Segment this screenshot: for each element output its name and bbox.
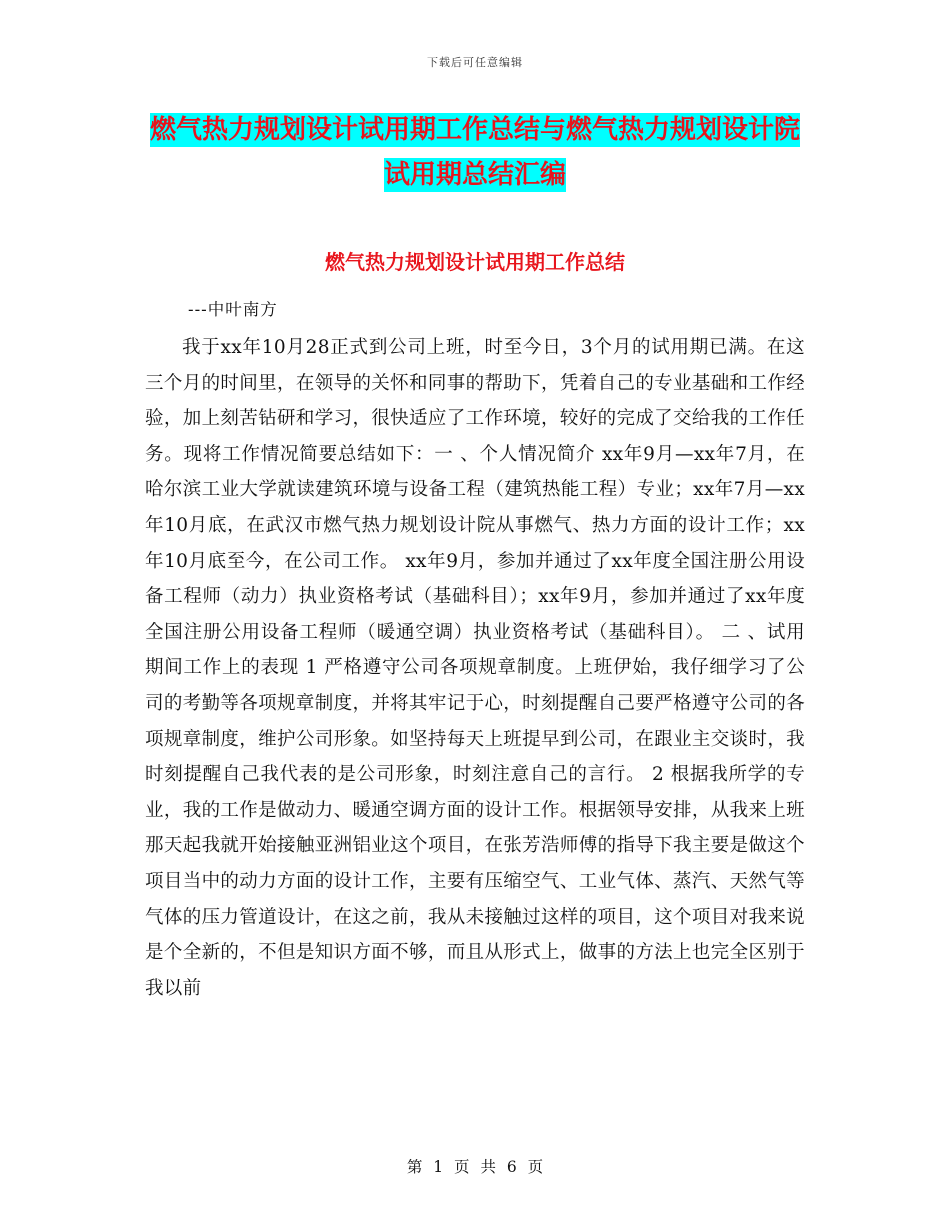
- document-title: [145, 108, 805, 198]
- author-line: ---中叶南方: [188, 300, 278, 319]
- document-title-text: 燃气热力规划设计试用期工作总结与燃气热力规划设计院试用期总结汇编: [149, 115, 800, 190]
- section-title: 燃气热力规划设计试用期工作总结: [325, 250, 625, 274]
- header-note: 下载后可任意编辑: [427, 56, 523, 69]
- page-number: 第 1 页 共 6 页: [406, 1158, 544, 1176]
- body-paragraph: 我于xx年10月28正式到公司上班，时至今日，3个月的试用期已满。在这三个月的时间里，在领导的关怀和同事的帮助下，凭着自己的专业基础和工作经验，加上刻苦钻研和学习，很快适应了工作环境，较好的完成了交给我的工作任务。现将工作情况简要总结如下：一 、个人情况简介 xx年9月—xx年7月，在哈尔滨工业大学就读建筑环境与设备工程（建筑热能工程）专业；xx年7月—xx年10月底，在武汉市燃气热力规划设计院从事燃气、热力方面的设计工作；xx年10月底至今，在公司工作。 xx年9月，参加并通过了xx年度全国注册公用设备工程师（动力）执业资格考试（基础科目）；xx年9月，参加并通过了xx年度全国注册公用设备工程师（暖通空调）执业资格考试（基础科目）。 二 、试用期间工作上的表现 1 严格遵守公司各项规章制度。上班伊始，我仔细学习了公司的考勤等各项规章制度，并将其牢记于心，时刻提醒自己要严格遵守公司的各项规章制度，维护公司形象。如坚持每天上班提早到公司，在跟业主交谈时，我时刻提醒自己我代表的是公司形象，时刻注意自己的言行。 2 根据我所学的专业，我的工作是做动力、暖通空调方面的设计工作。根据领导安排，从我来上班那天起我就开始接触亚洲铝业这个项目，在张芳浩师傅的指导下我主要是做这个项目当中的动力方面的设计工作，主要有压缩空气、工业气体、蒸汽、天然气等气体的压力管道设计，在这之前，我从未接触过这样的项目，这个项目对我来说是个全新的，不但是知识方面不够，而且从形式上，做事的方法上也完全区别于我以前: [145, 337, 805, 999]
